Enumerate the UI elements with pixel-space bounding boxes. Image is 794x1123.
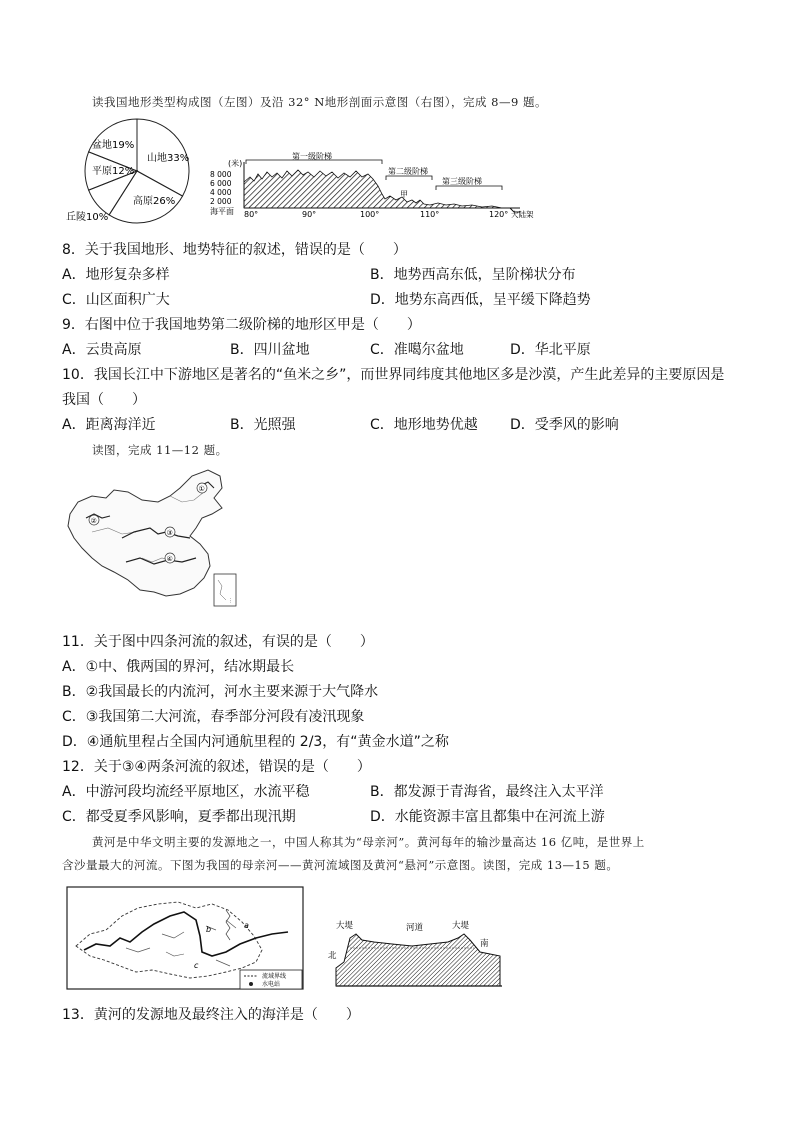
question-9-option-b[interactable]: B．四川盆地 xyxy=(230,342,310,358)
pie-label-plain: 平原12% xyxy=(92,166,135,177)
profile-xtick-120: 120° xyxy=(489,210,509,219)
profile-ytick-4000: 4 000 xyxy=(210,188,232,197)
question-10-option-c[interactable]: C．地形地势优越 xyxy=(370,417,478,433)
question-9-stem: 9．右图中位于我国地势第二级阶梯的地形区甲是（ ） xyxy=(62,317,421,333)
question-10-stem-line1: 10．我国长江中下游地区是著名的“鱼米之乡”，而世界同纬度其他地区多是沙漠，产生此差异的主要原因是 xyxy=(62,367,725,383)
terrain-pie-chart xyxy=(62,116,212,228)
pie-label-basin: 盆地19% xyxy=(92,140,135,151)
profile-xtick-80: 80° xyxy=(244,210,259,219)
question-11-stem: 11．关于图中四条河流的叙述，有误的是（ ） xyxy=(62,634,374,650)
question-11-option-b[interactable]: B．②我国最长的内流河，河水主要来源于大气降水 xyxy=(62,684,379,700)
question-8-option-d[interactable]: D．地势东高西低，呈平缓下降趋势 xyxy=(370,292,591,308)
question-11-option-a[interactable]: A．①中、俄两国的界河，结冰期最长 xyxy=(62,659,295,675)
terrain-pie-svg xyxy=(62,116,212,228)
intro-13-15-line2: 含沙量最大的河流。下图为我国的母亲河——黄河流域图及黄河“悬河”示意图。读图，完成 13—15 题。 xyxy=(62,858,619,872)
yellow-river-basin-map xyxy=(66,886,304,990)
pie-slice-丘陵 xyxy=(89,171,137,215)
profile-ytick-8000: 8 000 xyxy=(210,170,232,179)
hanging-dike-right: 大堤 xyxy=(452,921,470,931)
hanging-dike-left: 大堤 xyxy=(336,921,354,931)
question-8-option-b[interactable]: B．地势西高东低，呈阶梯状分布 xyxy=(370,267,576,283)
intro-11-12: 读图，完成 11—12 题。 xyxy=(92,443,228,457)
map-label-4: ④ xyxy=(166,555,173,563)
question-8-option-a[interactable]: A．地形复杂多样 xyxy=(62,267,170,283)
hanging-channel: 河道 xyxy=(406,923,424,933)
china-rivers-map xyxy=(62,462,244,612)
hydropower-icon xyxy=(249,982,253,986)
profile-unit: (米) xyxy=(228,159,243,168)
question-12-option-d[interactable]: D．水能资源丰富且都集中在河流上游 xyxy=(370,809,605,825)
question-8-stem: 8．关于我国地形、地势特征的叙述，错误的是（ ） xyxy=(62,242,407,258)
terrain-profile xyxy=(210,150,540,222)
question-12-option-a[interactable]: A．中游河段均流经平原地区，水流平稳 xyxy=(62,784,310,800)
svg-text:⋮: ⋮ xyxy=(228,598,233,604)
question-11-option-c[interactable]: C．③我国第二大河流，春季部分河段有凌汛现象 xyxy=(62,709,365,725)
basin-label-b: b xyxy=(206,925,212,934)
question-10-stem-line2: 我国（ ） xyxy=(62,392,146,408)
profile-shelf-label: 大陆架 xyxy=(511,210,534,219)
pie-label-hill: 丘陵10% xyxy=(66,212,109,223)
pie-label-mountain: 山地33% xyxy=(147,153,190,164)
profile-jia-label: 甲 xyxy=(400,190,408,199)
basin-label-c: c xyxy=(194,961,199,970)
hanging-south: 南 xyxy=(480,939,489,949)
question-10-option-b[interactable]: B．光照强 xyxy=(230,417,296,433)
question-11-option-d[interactable]: D．④通航里程占全国内河通航里程的 2/3，有“黄金水道”之称 xyxy=(62,734,449,750)
question-12-stem: 12．关于③④两条河流的叙述，错误的是（ ） xyxy=(62,759,371,775)
question-9-option-c[interactable]: C．准噶尔盆地 xyxy=(370,342,464,358)
question-9-option-d[interactable]: D．华北平原 xyxy=(510,342,591,358)
intro-8-9: 读我国地形类型构成图（左图）及沿 32° N地形剖面示意图（右图），完成 8—9 题。 xyxy=(92,95,547,109)
hanging-river-diagram xyxy=(322,918,510,990)
question-12-option-b[interactable]: B．都发源于青海省，最终注入太平洋 xyxy=(370,784,604,800)
profile-ytick-2000: 2 000 xyxy=(210,197,232,206)
profile-xtick-110: 110° xyxy=(420,210,440,219)
profile-step3-label: 第三级阶梯 xyxy=(442,177,482,186)
map-label-1: ① xyxy=(198,485,205,493)
profile-ytick-6000: 6 000 xyxy=(210,179,232,188)
question-13-stem: 13．黄河的发源地及最终注入的海洋是（ ） xyxy=(62,1007,360,1023)
question-8-option-c[interactable]: C．山区面积广大 xyxy=(62,292,170,308)
map-label-2: ② xyxy=(90,517,97,525)
intro-13-15-line1: 黄河是中华文明主要的发源地之一，中国人称其为“母亲河”。黄河每年的输沙量高达 16 亿吨，是世界上 xyxy=(92,835,645,849)
legend-basin-boundary: 流域界线 xyxy=(262,973,287,980)
profile-step1-label: 第一级阶梯 xyxy=(292,152,332,161)
question-10-option-d[interactable]: D．受季风的影响 xyxy=(510,417,619,433)
profile-xtick-100: 100° xyxy=(360,210,380,219)
legend-hydropower: 水电站 xyxy=(262,981,281,988)
question-9-option-a[interactable]: A．云贵高原 xyxy=(62,342,142,358)
map-label-3: ③ xyxy=(166,529,173,537)
pie-label-plateau: 高原26% xyxy=(133,196,176,207)
hanging-north: 北 xyxy=(328,951,337,961)
basin-label-a: a xyxy=(244,921,249,930)
profile-relief xyxy=(244,170,502,208)
profile-xtick-90: 90° xyxy=(302,210,317,219)
profile-step2-label: 第二级阶梯 xyxy=(388,167,428,176)
profile-sea-level: 海平面 xyxy=(210,207,234,216)
question-12-option-c[interactable]: C．都受夏季风影响，夏季都出现汛期 xyxy=(62,809,296,825)
question-10-option-a[interactable]: A．距离海洋近 xyxy=(62,417,156,433)
